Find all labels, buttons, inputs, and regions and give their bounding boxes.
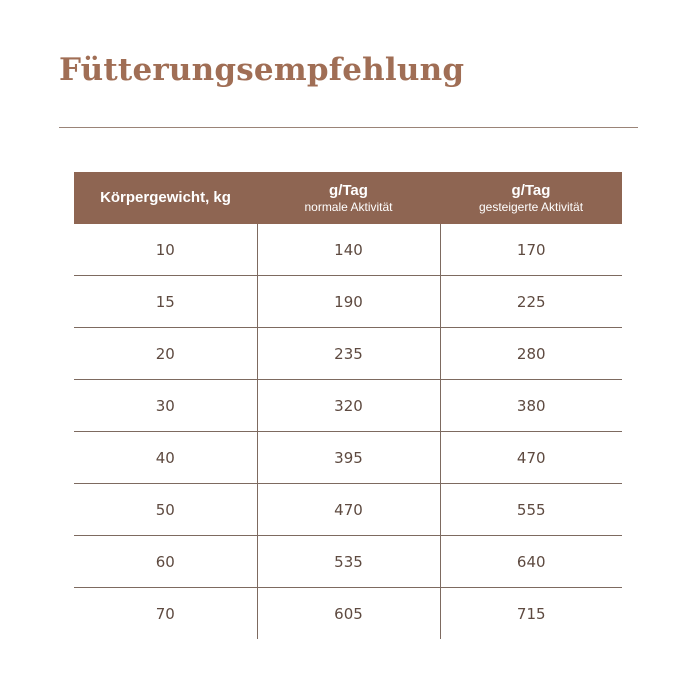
body-weight-cell: 70 — [155, 604, 175, 623]
page-title: Fütterungsempfehlung — [59, 52, 465, 88]
header-increased-activity — [440, 172, 622, 224]
increased-activity-cell: 380 — [440, 380, 622, 432]
table-body — [74, 224, 622, 639]
increased-activity-cell: 225 — [440, 276, 622, 328]
normal-activity-cell: 190 — [257, 276, 440, 328]
table-row — [74, 432, 622, 484]
header-normal-activity-sub: normale Aktivität — [304, 199, 393, 214]
header-increased-activity-sub: gesteigerte Aktivität — [478, 199, 584, 214]
table-row — [74, 224, 622, 276]
increased-activity-cell: 470 — [440, 432, 622, 484]
table-row — [74, 588, 622, 640]
table-row — [74, 328, 622, 380]
normal-activity-cell: 535 — [257, 536, 440, 588]
body-weight-cell: 30 — [74, 380, 257, 432]
table-row — [74, 276, 622, 328]
table-row — [74, 380, 622, 432]
normal-activity-cell: 235 — [257, 328, 440, 380]
increased-activity-cell: 280 — [440, 328, 622, 380]
body-weight-cell: 20 — [74, 328, 257, 380]
body-weight-cell: 50 — [74, 484, 257, 536]
header-body-weight — [74, 172, 257, 224]
table-header — [74, 172, 622, 224]
header-increased-activity-label: g/Tag — [511, 181, 551, 199]
header-row — [74, 172, 622, 224]
normal-activity-cell: 605 — [257, 588, 440, 640]
increased-activity-cell: 170 — [440, 224, 622, 276]
feeding-table — [74, 172, 622, 639]
header-normal-activity — [257, 172, 440, 224]
header-normal-activity-label: g/Tag — [329, 181, 368, 199]
increased-activity-cell: 640 — [440, 536, 622, 588]
increased-activity-cell: 715 — [440, 588, 622, 640]
body-weight-cell: 60 — [74, 536, 257, 588]
normal-activity-cell: 395 — [257, 432, 440, 484]
normal-activity-cell: 470 — [257, 484, 440, 536]
body-weight-cell: 10 — [74, 224, 257, 276]
title-divider — [59, 127, 638, 128]
body-weight-cell: 40 — [74, 432, 257, 484]
body-weight-cell: 15 — [74, 276, 257, 328]
increased-activity-cell: 555 — [440, 484, 622, 536]
normal-activity-cell: 140 — [257, 224, 440, 276]
table-row — [74, 484, 622, 536]
normal-activity-cell: 320 — [257, 380, 440, 432]
table-row — [74, 536, 622, 588]
header-body-weight-label: Körpergewicht, kg — [100, 189, 231, 206]
